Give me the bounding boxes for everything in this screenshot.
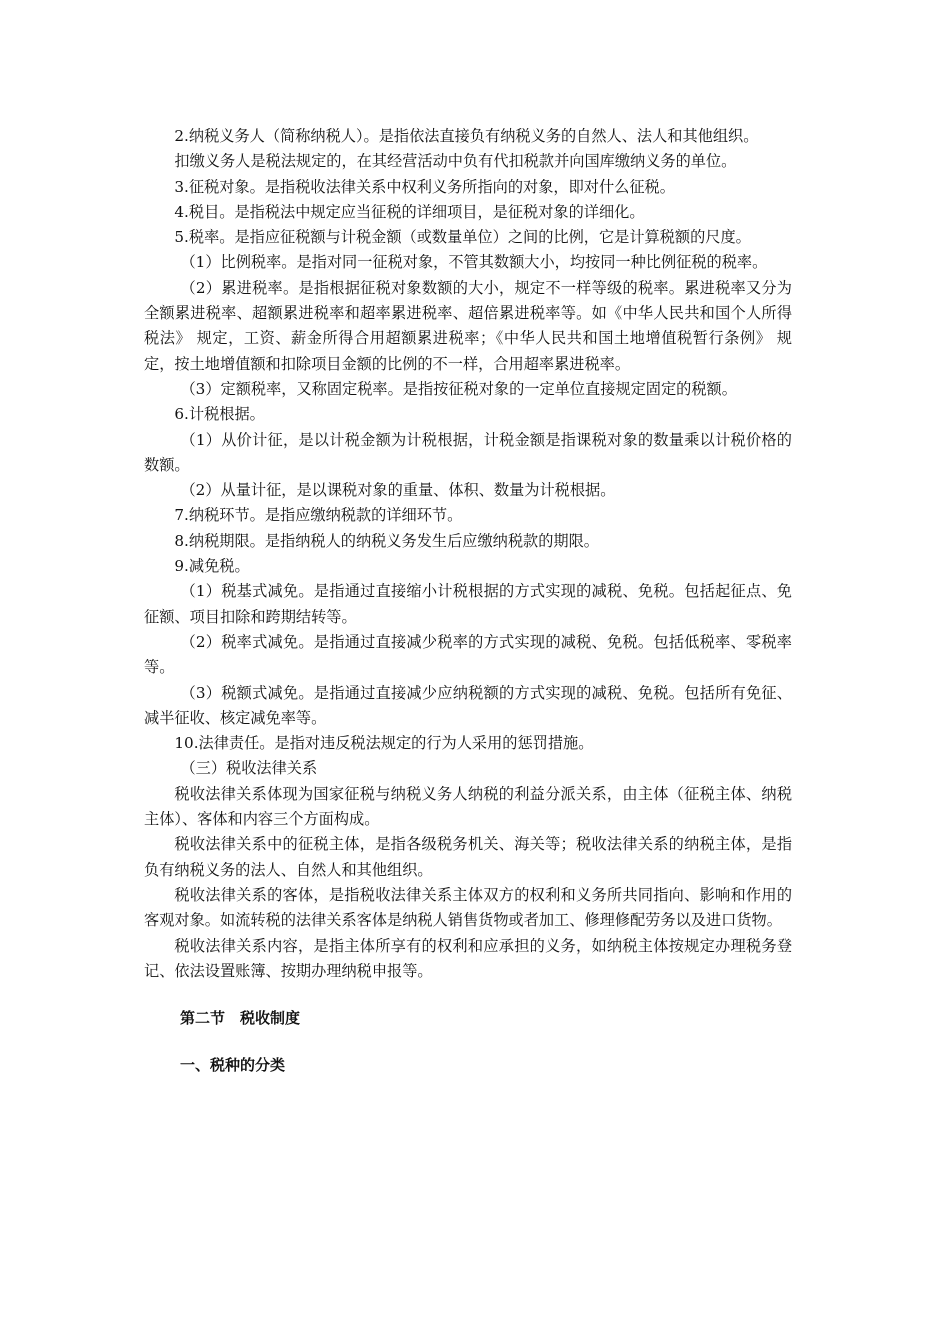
paragraph: 税收法律关系内容，是指主体所享有的权利和应承担的义务，如纳税主体按规定办理税务登记、依法设置账簿、按期办理纳税申报等。 — [144, 936, 792, 980]
paragraph: （2）从量计征，是以课税对象的重量、体积、数量为计税根据。 — [180, 481, 616, 500]
paragraph: 9.减免税。 — [174, 557, 250, 576]
paragraph: 税收法律关系中的征税主体，是指各级税务机关、海关等；税收法律关系的纳税主体，是指负有纳税义务的法人、自然人和其他组织。 — [144, 835, 792, 879]
paragraph: 8.纳税期限。是指纳税人的纳税义务发生后应缴纳税款的期限。 — [174, 531, 599, 550]
paragraph: （3）税额式减免。是指通过直接减少应纳税额的方式实现的减税、免税。包括所有免征、减半征收、核定减免率等。 — [144, 683, 792, 727]
document-page — [144, 124, 792, 1075]
paragraph: 10.法律责任。是指对违反税法规定的行为人采用的惩罚措施。 — [174, 734, 594, 753]
paragraph: 7.纳税环节。是指应缴纳税款的详细环节。 — [174, 506, 463, 525]
paragraph: （1）比例税率。是指对同一征税对象，不管其数额大小，均按同一种比例征税的税率。 — [180, 253, 768, 272]
paragraph: （3）定额税率，又称固定税率。是指按征税对象的一定单位直接规定固定的税额。 — [180, 379, 737, 398]
paragraph: （1）从价计征，是以计税金额为计税根据，计税金额是指课税对象的数量乘以计税价格的数额。 — [144, 430, 792, 474]
paragraph: 税收法律关系体现为国家征税与纳税义务人纳税的利益分派关系，由主体（征税主体、纳税主体）、客体和内容三个方面构成。 — [144, 784, 792, 829]
paragraph: 6.计税根据。 — [174, 405, 265, 424]
paragraph: （1）税基式减免。是指通过直接缩小计税根据的方式实现的减税、免税。包括起征点、免征额、项目扣除和跨期结转等。 — [144, 582, 792, 626]
paragraph: （2）累进税率。是指根据征税对象数额的大小，规定不一样等级的税率。累进税率又分为全额累进税率、超额累进税率和超率累进税率、超倍累进税率等。如《中华人民共和国个人所得税法》 规定，工资、薪金所得合用超额累进税率；《中华人民共和国土地增值税暂行条例》 规定，按土地增值额和扣除项目金额的比例的不一样，合用超率累进税率。 — [144, 278, 792, 373]
paragraph: 4.税目。是指税法中规定应当征税的详细项目，是征税对象的详细化。 — [174, 202, 645, 221]
paragraph: 5.税率。是指应征税额与计税金额（或数量单位）之间的比例，它是计算税额的尺度。 — [174, 228, 751, 247]
paragraph: 2.纳税义务人（简称纳税人）。是指依法直接负有纳税义务的自然人、法人和其他组织。 — [174, 127, 759, 145]
paragraph: （2）税率式减免。是指通过直接减少税率的方式实现的减税、免税。包括低税率、零税率等。 — [144, 632, 792, 677]
paragraph: 3.征税对象。是指税收法律关系中权利义务所指向的对象，即对什么征税。 — [174, 177, 675, 196]
paragraph: 税收法律关系的客体，是指税收法律关系主体双方的权利和义务所共同指向、影响和作用的客观对象。如流转税的法律关系客体是纳税人销售货物或者加工、修理修配劳务以及进口货物。 — [144, 885, 792, 930]
section-heading: 第二节 税收制度 — [180, 1009, 301, 1028]
subsection-heading: 一、税种的分类 — [180, 1056, 286, 1075]
body-text — [144, 124, 792, 984]
paragraph: 扣缴义务人是税法规定的，在其经营活动中负有代扣税款并向国库缴纳义务的单位。 — [174, 152, 737, 171]
paragraph: （三）税收法律关系 — [180, 759, 318, 778]
